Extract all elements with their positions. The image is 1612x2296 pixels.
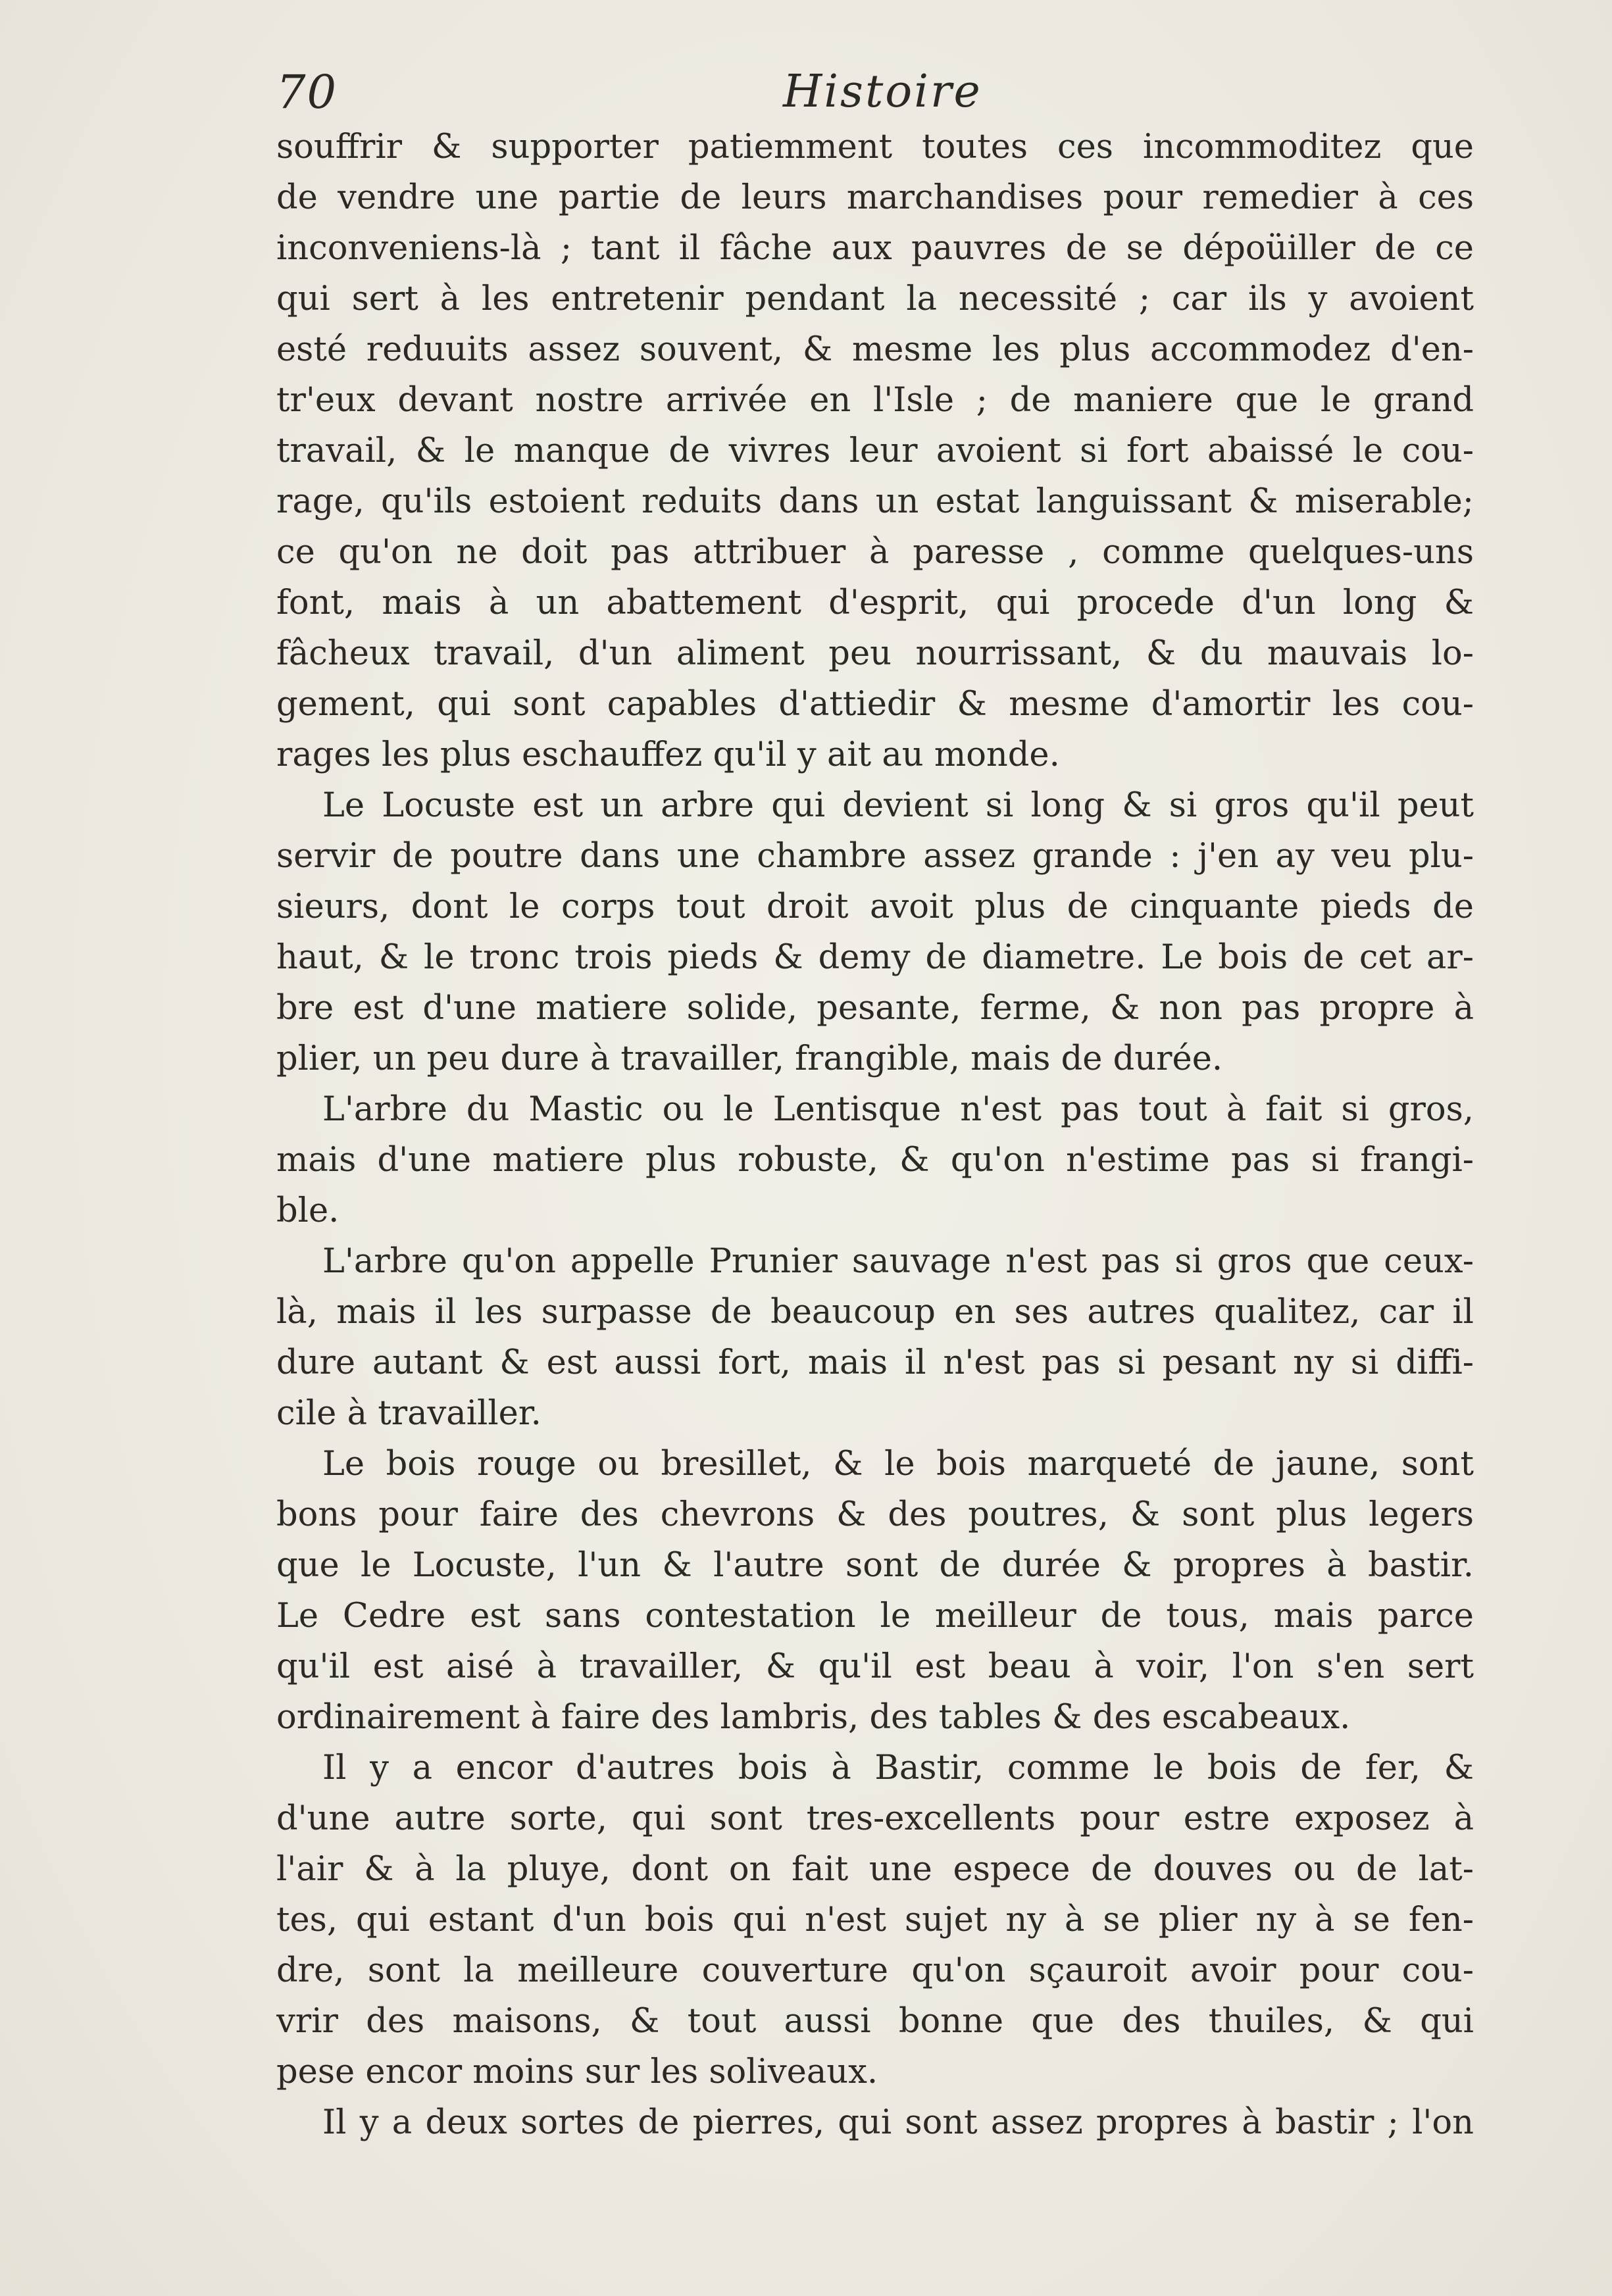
- text-line: L'arbre qu'on appelle Prunier sauvage n'est pas si gros que ceux-: [322, 1242, 1474, 1281]
- page-number: 70: [276, 65, 338, 119]
- text-line: travail, & le manque de vivres leur avoient si fort abaissé le cou-: [276, 432, 1474, 470]
- text-line: servir de poutre dans une chambre assez grande : j'en ay veu plu-: [276, 837, 1474, 876]
- text-line: là, mais il les surpasse de beaucoup en ses autres qualitez, car il: [276, 1293, 1474, 1332]
- text-line: qui sert à les entretenir pendant la necessité ; car ils y avoient: [276, 280, 1474, 318]
- text-line: font, mais à un abattement d'esprit, qui procede d'un long &: [276, 584, 1474, 622]
- text-line: plier, un peu dure à travailler, frangible, mais de durée.: [276, 1039, 1223, 1078]
- text-line: vrir des maisons, & tout aussi bonne que des thuiles, & qui: [276, 2002, 1474, 2041]
- text-line: tes, qui estant d'un bois qui n'est sujet ny à se plier ny à se fen-: [276, 1901, 1474, 1939]
- text-line: Le Cedre est sans contestation le meilleur de tous, mais parce: [276, 1597, 1474, 1635]
- text-line: Le Locuste est un arbre qui devient si long & si gros qu'il peut: [322, 786, 1474, 825]
- text-line: dre, sont la meilleure couverture qu'on sçauroit avoir pour cou-: [276, 1951, 1474, 1990]
- text-line: bons pour faire des chevrons & des poutres, & sont plus legers: [276, 1495, 1474, 1534]
- text-line: rages les plus eschauffez qu'il y ait au monde.: [276, 736, 1060, 774]
- text-line: cile à travailler.: [276, 1394, 542, 1433]
- text-line: ce qu'on ne doit pas attribuer à paresse , comme quelques-uns: [276, 533, 1474, 572]
- text-line: L'arbre du Mastic ou le Lentisque n'est pas tout à fait si gros,: [322, 1090, 1474, 1129]
- text-line: ordinairement à faire des lambris, des tables & des escabeaux.: [276, 1698, 1351, 1737]
- text-line: qu'il est aisé à travailler, & qu'il est beau à voir, l'on s'en sert: [276, 1647, 1474, 1686]
- text-line: Le bois rouge ou bresillet, & le bois marqueté de jaune, sont: [322, 1445, 1474, 1484]
- text-line: ble.: [276, 1191, 340, 1230]
- body-text: [276, 122, 1474, 2148]
- text-line: mais d'une matiere plus robuste, & qu'on n'estime pas si frangi-: [276, 1141, 1474, 1180]
- text-line: Il y a deux sortes de pierres, qui sont assez propres à bastir ; l'on: [322, 2103, 1474, 2142]
- text-line: souffrir & supporter patiemment toutes ces incommoditez que: [276, 128, 1474, 166]
- text-line: inconveniens-là ; tant il fâche aux pauvres de se dépoüiller de ce: [276, 229, 1474, 268]
- text-line: gement, qui sont capables d'attiedir & mesme d'amortir les cou-: [276, 685, 1474, 724]
- page-header: [276, 62, 1474, 122]
- text-line: d'une autre sorte, qui sont tres-excellents pour estre exposez à: [276, 1799, 1474, 1838]
- text-line: esté reduuits assez souvent, & mesme les plus accommodez d'en-: [276, 330, 1474, 369]
- running-title: Histoire: [783, 66, 982, 118]
- text-line: rage, qu'ils estoient reduits dans un estat languissant & miserable;: [276, 482, 1474, 521]
- text-line: fâcheux travail, d'un aliment peu nourrissant, & du mauvais lo-: [276, 634, 1474, 673]
- text-line: de vendre une partie de leurs marchandises pour remedier à ces: [276, 178, 1474, 217]
- text-line: tr'eux devant nostre arrivée en l'Isle ; de maniere que le grand: [276, 381, 1474, 420]
- text-line: l'air & à la pluye, dont on fait une espece de douves ou de lat-: [276, 1850, 1474, 1889]
- text-line: bre est d'une matiere solide, pesante, ferme, & non pas propre à: [276, 989, 1474, 1028]
- text-line: que le Locuste, l'un & l'autre sont de durée & propres à bastir.: [276, 1546, 1474, 1585]
- text-line: sieurs, dont le corps tout droit avoit plus de cinquante pieds de: [276, 887, 1474, 926]
- text-line: Il y a encor d'autres bois à Bastir, comme le bois de fer, &: [322, 1749, 1474, 1787]
- text-line: pese encor moins sur les soliveaux.: [276, 2053, 878, 2091]
- text-line: haut, & le tronc trois pieds & demy de diametre. Le bois de cet ar-: [276, 938, 1474, 977]
- text-line: dure autant & est aussi fort, mais il n'est pas si pesant ny si diffi-: [276, 1343, 1474, 1382]
